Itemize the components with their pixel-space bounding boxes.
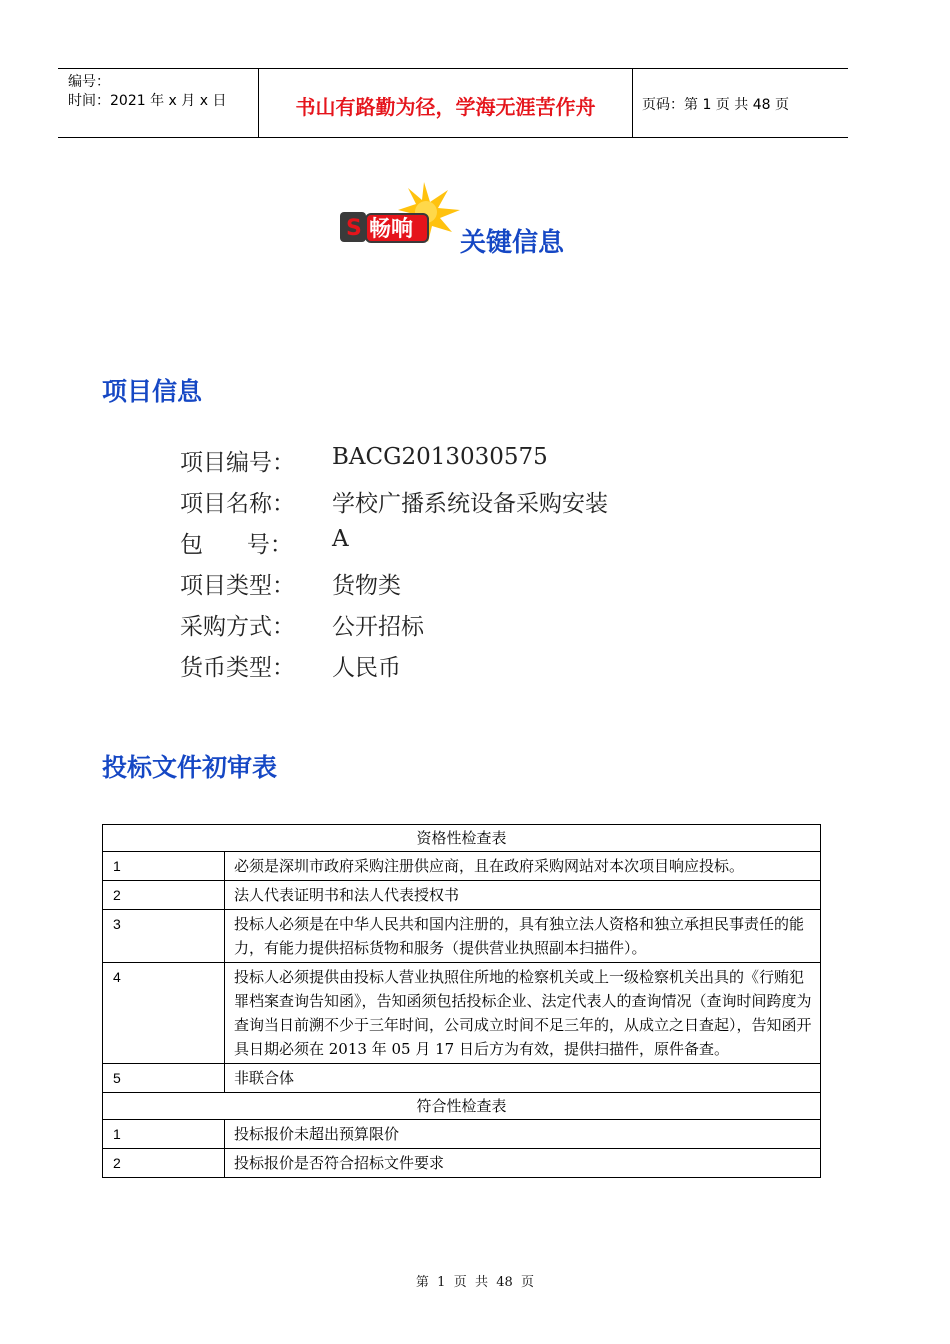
logo-text: 畅响 [369,217,414,242]
row-text: 投标人必须是在中华人民共和国内注册的，具有独立法人资格和独立承担民事责任的能力，有能力提供招标货物和服务（提供营业执照副本扫描件）。 [225,910,821,963]
motto-text: 书山有路勤为径，学海无涯苦作舟 [295,95,596,119]
review-table-heading: 投标文件初审表 [102,753,278,782]
row-number: 2 [103,1149,225,1178]
row-number: 3 [103,910,225,963]
time-label: 时间：2021 年 x 月 x 日 [68,93,227,109]
info-value: A [332,526,349,552]
review-table [102,824,821,1178]
header-page-cell [632,69,848,137]
info-value: 学校广播系统设备采购安装 [332,491,608,517]
table-row [103,1120,821,1149]
table-header-row [103,1093,821,1120]
qualification-header: 资格性检查表 [103,825,821,852]
info-label: 项目编号： [180,450,295,476]
table-row [103,1064,821,1093]
row-number: 4 [103,963,225,1064]
row-text: 投标人必须提供由投标人营业执照住所地的检察机关或上一级检察机关出具的《行贿犯罪档案查询告知函》，告知函须包括投标企业、法定代表人的查询情况（查询时间跨度为查询当日前溯不少于三年时间，公司成立时间不足三年的，从成立之日查起），告知函开具日期必须在 2013 年 05 月 17 日后方为有效，提供扫描件，原件备查。 [225,963,821,1064]
page-header [58,68,848,138]
row-number: 1 [103,1120,225,1149]
table-row [103,963,821,1064]
row-text: 法人代表证明书和法人代表授权书 [225,881,821,910]
page-footer: 第 1 页 共 48 页 [415,1275,535,1290]
row-number: 1 [103,852,225,881]
info-value: BACG2013030575 [332,444,548,470]
row-number: 2 [103,881,225,910]
info-label: 项目类型： [180,573,295,599]
row-text: 投标报价未超出预算限价 [225,1120,821,1149]
info-label: 货币类型： [180,655,295,681]
table-row [103,910,821,963]
doc-number-label: 编号： [68,74,110,90]
row-text: 非联合体 [225,1064,821,1093]
table-header-row [103,825,821,852]
table-row [103,1149,821,1178]
svg-text:S: S [346,216,362,241]
info-value: 公开招标 [332,614,424,640]
info-label: 包 号： [180,532,293,558]
row-text: 投标报价是否符合招标文件要求 [225,1149,821,1178]
page-info: 页码：第 1 页 共 48 页 [642,97,789,113]
compliance-header: 符合性检查表 [103,1093,821,1120]
table-row [103,881,821,910]
row-number: 5 [103,1064,225,1093]
info-value: 人民币 [332,655,401,681]
row-text: 必须是深圳市政府采购注册供应商，且在政府采购网站对本次项目响应投标。 [225,852,821,881]
header-motto-cell [258,69,633,137]
header-meta-cell [58,69,258,137]
info-value: 货物类 [332,573,401,599]
info-label: 采购方式： [180,614,295,640]
key-info-title: 关键信息 [460,228,565,258]
brand-logo [336,180,462,252]
table-row [103,852,821,881]
info-label: 项目名称： [180,491,295,517]
project-info-heading: 项目信息 [102,377,203,406]
